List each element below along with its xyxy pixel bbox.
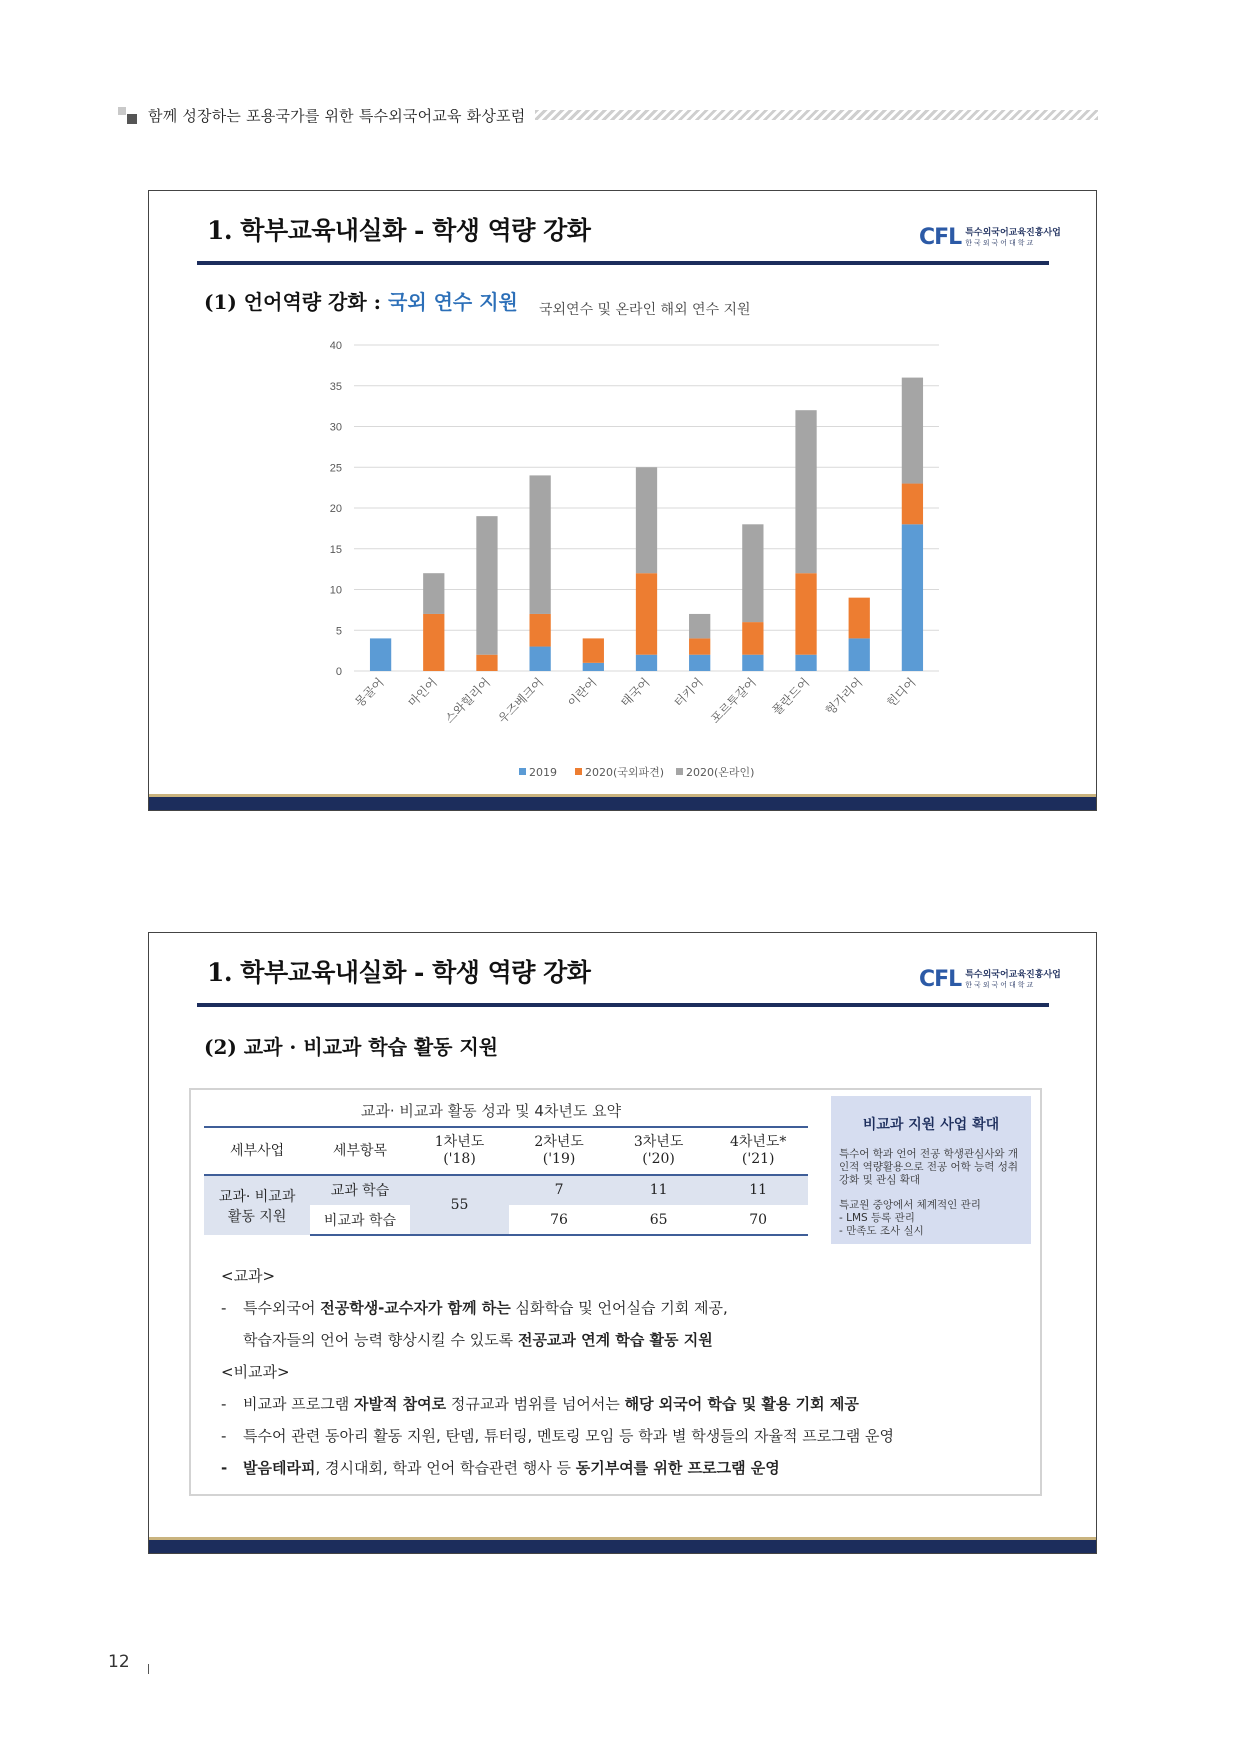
item-cell: 비교과 학습 [310, 1205, 410, 1235]
y-tick-label: 20 [329, 503, 342, 515]
slide-language-training [148, 190, 1097, 811]
legend-label: 2019 [529, 766, 557, 779]
side-box-title: 비교과 지원 사업 확대 [862, 1117, 1000, 1133]
x-tick-label: 우즈베크어 [495, 675, 547, 727]
y-tick-label: 5 [335, 625, 342, 638]
header-title: 함께 성장하는 포용국가를 위한 특수외국어교육 화상포럼 [148, 106, 526, 125]
bar-segment [636, 655, 657, 671]
summary-table [204, 1126, 808, 1236]
col-header: 2차년도 ('19) [509, 1127, 609, 1175]
dash: - [221, 1427, 227, 1445]
bar-segment [583, 638, 604, 662]
y-tick-label: 35 [329, 380, 342, 393]
x-tick-label: 터키어 [671, 675, 706, 710]
logo-line1: 특수외국어교육진흥사업 [965, 969, 1061, 980]
bar-segment [636, 573, 657, 655]
page-number-tick [148, 1664, 149, 1674]
bar-segment [742, 655, 763, 671]
y-tick-label: 25 [329, 462, 342, 475]
side-box-list [839, 1212, 1023, 1238]
x-tick-label: 마인어 [405, 675, 440, 710]
page-number: 12 [108, 1652, 130, 1672]
y-tick-label: 15 [329, 543, 342, 556]
legend-label: 2020(온라인) [686, 766, 755, 779]
bar-segment [476, 516, 497, 655]
page-header [118, 104, 1098, 126]
side-box-item: - LMS 등록 관리 [839, 1212, 915, 1224]
slide-title: 1. 학부교육내실화 - 학생 역량 강화 [207, 216, 591, 245]
section-prefix: (1) 언어역량 강화 : [204, 290, 388, 314]
x-tick-label: 힌디어 [884, 675, 919, 710]
col-header: 1차년도 ('18) [410, 1127, 510, 1175]
header-bullet-icon [118, 105, 140, 125]
note-line: - 발음테라피, 경시대회, 학과 언어 학습관련 행사 등 동기부여를 위한 프로그램 운영 [221, 1452, 1031, 1484]
side-box-lead: 특교원 중앙에서 체계적인 관리 [839, 1199, 981, 1211]
x-tick-label: 포르투갈어 [708, 675, 759, 727]
bar-segment [902, 524, 923, 671]
group-cell: 교과· 비교과 활동 지원 [204, 1175, 310, 1235]
side-box-paragraph: 특수어 학과 언어 전공 학생관심사와 개인적 역량활용으로 전공 어학 능력 성취 강화 및 관심 확대 [839, 1148, 1018, 1186]
title-rule [197, 1003, 1049, 1007]
dash: - [221, 1395, 227, 1413]
logo-line2: 한국외국어대학교 [965, 980, 1036, 989]
stacked-bar-chart [149, 191, 1098, 791]
x-tick-label: 태국어 [618, 675, 653, 710]
bar-segment [689, 614, 710, 638]
value-cell: 76 [509, 1205, 609, 1235]
value-cell: 11 [609, 1175, 709, 1205]
y-tick-label: 30 [329, 421, 342, 434]
x-tick-label: 스와힐리어 [442, 675, 494, 727]
table-row [204, 1175, 808, 1205]
note-line: - 특수어 관련 동아리 활동 지원, 탄뎀, 튜터링, 멘토링 모임 등 학과 별 학생들의 자율적 프로그램 운영 [221, 1420, 1031, 1452]
section-highlight: 국외 연수 지원 [388, 290, 518, 314]
x-tick-label: 폴란드어 [769, 675, 813, 718]
dash: - [221, 1299, 227, 1317]
bar-segment [902, 484, 923, 525]
note-line: 학습자들의 언어 능력 향상시킬 수 있도록 전공교과 연계 학습 활동 지원 [243, 1331, 713, 1349]
value-cell: 70 [708, 1205, 808, 1235]
side-info-box [831, 1096, 1031, 1244]
legend-swatch [575, 768, 582, 775]
bar-segment [476, 655, 497, 671]
bar-segment [636, 467, 657, 573]
col-header: 세부사업 [204, 1127, 310, 1175]
logo-abbr: CFL [919, 225, 962, 250]
bar-segment [849, 598, 870, 639]
dash: - [221, 1459, 228, 1477]
legend-swatch [519, 768, 526, 775]
bar-segment [742, 524, 763, 622]
value-cell: 11 [708, 1175, 808, 1205]
value-cell: 65 [609, 1205, 709, 1235]
bar-segment [742, 622, 763, 655]
y-tick-label: 40 [329, 340, 342, 352]
value-cell: 55 [410, 1175, 510, 1235]
slide-title: 1. 학부교육내실화 - 학생 역량 강화 [207, 958, 591, 987]
legend-label: 2020(국외파견) [585, 766, 665, 779]
notes-heading-curricular: <교과> [221, 1267, 276, 1285]
logo-line1: 특수외국어교육진흥사업 [965, 227, 1061, 238]
slide-footer [149, 794, 1096, 810]
value-cell: 7 [509, 1175, 609, 1205]
bar-segment [849, 638, 870, 671]
cfl-logo [919, 967, 1061, 992]
logo-line2: 한국외국어대학교 [965, 238, 1036, 247]
logo-abbr: CFL [919, 967, 962, 992]
bar-segment [530, 614, 551, 647]
header-stripe [535, 110, 1098, 120]
notes-heading-extracurricular: <비교과> [221, 1363, 290, 1381]
side-box-item: - 만족도 조사 실시 [839, 1225, 924, 1237]
col-header: 4차년도* ('21) [708, 1127, 808, 1175]
bar-segment [423, 614, 444, 671]
note-line: - 비교과 프로그램 자발적 참여로 정규교과 범위를 넘어서는 해당 외국어 학습 및 활용 기회 제공 [221, 1388, 1031, 1420]
legend-swatch [676, 768, 683, 775]
slide-footer [149, 1537, 1096, 1553]
bar-segment [423, 573, 444, 614]
y-tick-label: 0 [335, 666, 342, 678]
slide-curricular-support [148, 932, 1097, 1554]
col-header: 세부항목 [310, 1127, 410, 1175]
bar-segment [795, 410, 816, 573]
bar-segment [530, 475, 551, 614]
bar-segment [530, 647, 551, 671]
section-heading: (2) 교과 · 비교과 학습 활동 지원 [204, 1035, 499, 1059]
content-panel [189, 1088, 1042, 1496]
note-line: - 특수외국어 전공학생-교수자가 함께 하는 심화학습 및 언어실습 기회 제공, [221, 1292, 1031, 1324]
col-header: 3차년도 ('20) [609, 1127, 709, 1175]
x-tick-label: 헝가리어 [822, 675, 866, 718]
bar-segment [689, 655, 710, 671]
bar-segment [795, 573, 816, 655]
bar-segment [689, 638, 710, 654]
table-caption: 교과· 비교과 활동 성과 및 4차년도 요약 [360, 1102, 622, 1120]
item-cell: 교과 학습 [310, 1175, 410, 1205]
bar-segment [902, 378, 923, 484]
bar-segment [583, 663, 604, 671]
x-tick-label: 몽골어 [352, 675, 387, 710]
y-tick-label: 10 [329, 584, 342, 597]
bar-segment [370, 638, 391, 671]
chart-title: 국외연수 및 온라인 해외 연수 지원 [539, 302, 751, 318]
x-tick-label: 이란어 [564, 675, 600, 710]
bar-segment [795, 655, 816, 671]
notes-block [221, 1260, 1031, 1484]
